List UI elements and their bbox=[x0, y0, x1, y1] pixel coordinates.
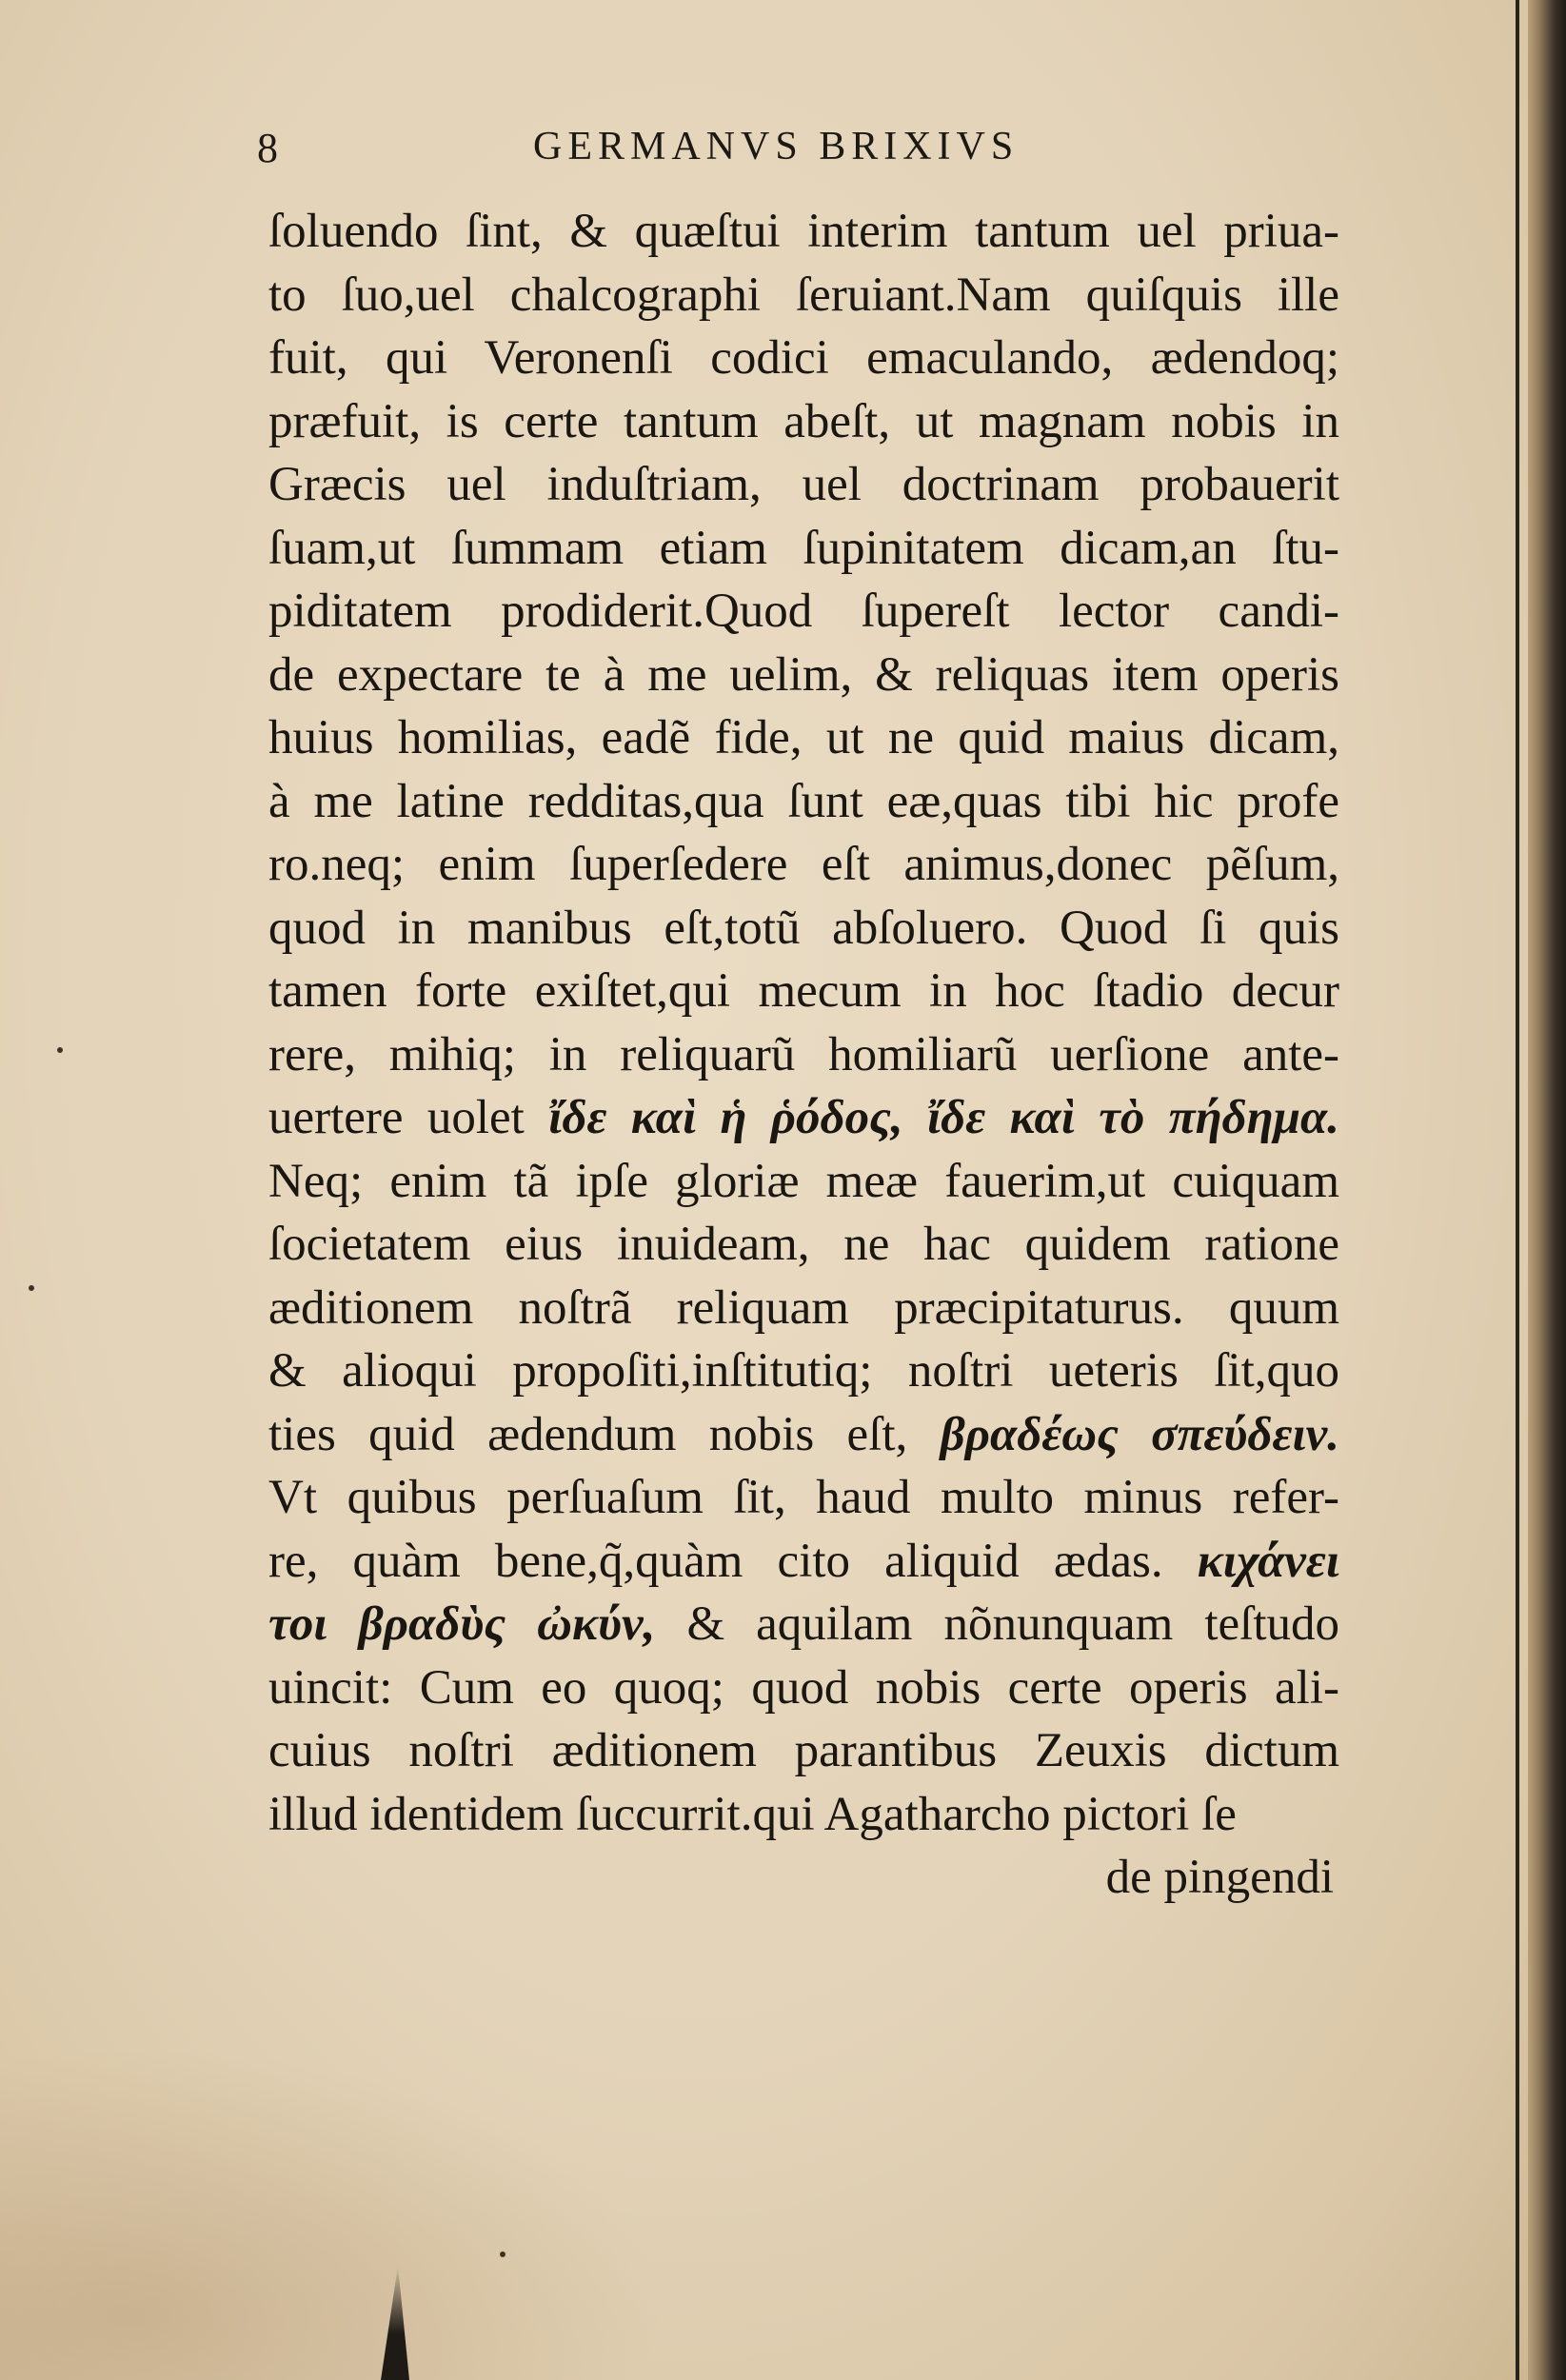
text-line: de expectare te à me uelim, & reliquas item operis bbox=[268, 647, 1339, 702]
catchword: de pingendi bbox=[1105, 1851, 1334, 1904]
ink-speck bbox=[29, 1285, 34, 1291]
page-gutter bbox=[1516, 0, 1519, 2380]
text-line-mixed bbox=[268, 1086, 1339, 1150]
ink-speck bbox=[57, 1047, 63, 1053]
text-line: ſocietatem eius inuideam, ne hac quidem ratione bbox=[268, 1218, 1339, 1271]
greek-text: βραδέως σπεύδειν. bbox=[940, 1407, 1340, 1461]
text-line-mixed bbox=[268, 1403, 1339, 1467]
text-line: ro.neq; enim ſuperſedere eſt animus,donec pẽſum, bbox=[268, 838, 1339, 891]
text-line: præfuit, is certe tantum abeſt, ut magnam nobis in bbox=[268, 394, 1339, 448]
text-line: Neq; enim tã ipſe gloriæ meæ fauerim,ut cuiquam bbox=[268, 1154, 1339, 1208]
text-line-mixed bbox=[268, 1530, 1339, 1594]
body-text bbox=[268, 200, 1339, 1910]
text-line: uincit: Cum eo quoq; quod nobis certe operis ali- bbox=[268, 1660, 1339, 1715]
text-line-mixed bbox=[268, 1593, 1339, 1656]
text-line: ſuam,ut ſummam etiam ſupinitatem dicam,an ſtu- bbox=[268, 521, 1339, 575]
paper-stain bbox=[0, 2047, 666, 2380]
book-edge bbox=[1528, 0, 1566, 2380]
greek-text: κιχάνει bbox=[1197, 1534, 1340, 1588]
text-line: to ſuo,uel chalcographi ſeruiant.Nam quiſquis ille bbox=[268, 268, 1339, 322]
text-line: æditionem noſtrã reliquam præcipitaturus. quum bbox=[268, 1280, 1339, 1335]
text-line: cuius noſtri æditionem parantibus Zeuxis dictum bbox=[268, 1724, 1339, 1777]
page-number: 8 bbox=[257, 125, 279, 171]
latin-text: ties quid ædendum nobis eſt, bbox=[268, 1407, 908, 1461]
text-line: fuit, qui Veronenſi codici emaculando, ædendoq; bbox=[268, 331, 1339, 385]
text-line: à me latine redditas,qua ſunt eæ,quas tibi hic profe bbox=[268, 774, 1339, 828]
greek-text: ἴδε καὶ ἡ ῥόδος, ἴδε καὶ τὸ πήδημα. bbox=[548, 1091, 1339, 1144]
text-line: & alioqui propoſiti,inſtitutiq; noſtri ueteris ſit,quo bbox=[268, 1344, 1339, 1398]
text-line: tamen forte exiſtet,qui mecum in hoc ſtadio decur bbox=[268, 964, 1339, 1018]
greek-text: τοι βραδὺς ὠκύν, bbox=[268, 1597, 656, 1651]
text-line: illud identidem ſuccurrit.qui Agatharcho pictori ſe bbox=[268, 1787, 1237, 1841]
latin-text: uertere uolet bbox=[268, 1091, 525, 1144]
text-line: piditatem prodiderit.Quod ſupereſt lector candi- bbox=[268, 585, 1339, 638]
text-line: Vt quibus perſuaſum ſit, haud multo minus refer- bbox=[268, 1471, 1339, 1524]
page-header bbox=[257, 124, 1352, 181]
text-line: quod in manibus eſt,totũ abſoluero. Quod ſi quis bbox=[268, 901, 1339, 955]
text-line: Græcis uel induſtriam, uel doctrinam probauerit bbox=[268, 458, 1339, 511]
latin-text: re, quàm bene,q̃,quàm cito aliquid ædas. bbox=[268, 1534, 1163, 1588]
text-line: huius homilias, eadẽ fide, ut ne quid maius dicam, bbox=[268, 711, 1339, 764]
text-line: ſoluendo ſint, & quæſtui interim tantum uel priua- bbox=[268, 205, 1339, 258]
running-head: GERMANVS BRIXIVS bbox=[533, 125, 1020, 169]
text-line: rere, mihiq; in reliquarũ homiliarũ uerſione ante- bbox=[268, 1027, 1339, 1081]
latin-text: & aquilam nõnunquam teſtudo bbox=[686, 1597, 1340, 1651]
ink-speck bbox=[500, 2251, 505, 2257]
